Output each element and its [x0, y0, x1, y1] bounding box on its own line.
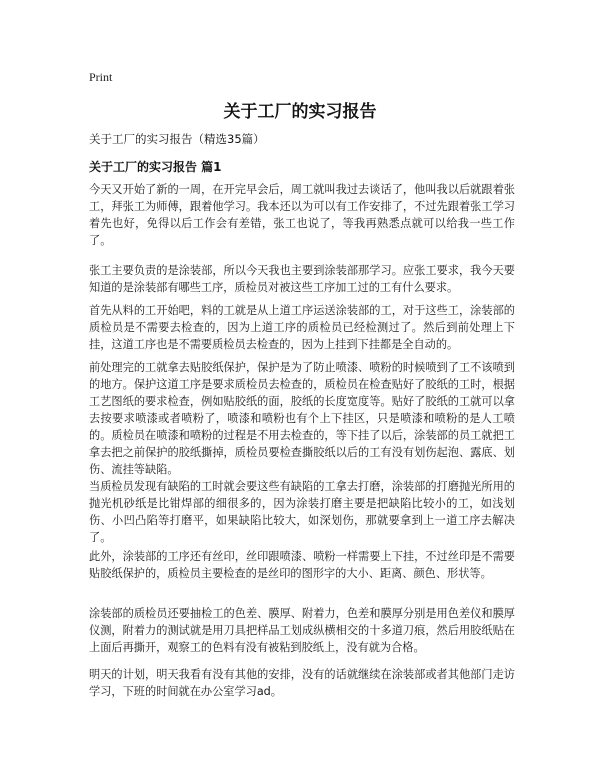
- print-link[interactable]: Print: [89, 70, 113, 84]
- paragraph-3: 首先从料的工开始吧，料的工就是从上道工序运送涂装部的工，对于这些工，涂装部的质检员是不需要去检查的，因为上道工序的质检员已经检测过了。然后到前处理上下挂，这道工序也是不需要质检员去检查的，因为上挂到下挂都是全自动的。: [89, 304, 515, 351]
- paragraph-5: 当质检员发现有缺陷的工时就会要这些有缺陷的工拿去打磨，涂装部的打磨抛光所用的抛光机砂纸是比钳焊部的细很多的，因为涂装打磨主要是把缺陷比较小的工，如浅划伤、小凹凸陷等打磨平，如果缺陷比较大，如深划伤，那就要拿到上一道工序去解决了。: [89, 480, 515, 544]
- paragraph-6: 此外，涂装部的工序还有丝印，丝印跟喷漆、喷粉一样需要上下挂，不过丝印是不需要贴胶纸保护的，质检员主要检查的是丝印的图形字的大小、距离、颜色、形状等。: [89, 550, 515, 580]
- paragraph-2: 张工主要负责的是涂装部，所以今天我也主要到涂装部那学习。应张工要求，我今天要知道的是涂装部有哪些工序，质检员对被这些工序加工过的工有什么要求。: [89, 264, 515, 294]
- paragraph-1: 今天又开始了新的一周，在开完早会后，周工就叫我过去谈话了，他叫我以后就跟着张工，拜张工为师傅，跟着他学习。我本还以为可以有工作安排了，不过先跟着张工学习着先也好，免得以后工作会有差错，张工也说了，等我再熟悉点就可以给我一些工作了。: [89, 183, 515, 247]
- paragraph-7: 涂装部的质检员还要抽检工的色差、膜厚、附着力，色差和膜厚分别是用色差仪和膜厚仪测，附着力的测试就是用刀具把样品工划成纵横相交的十多道刀痕，然后用胶纸贴在上面后再撕开，观察工的色料有没有被粘到胶纸上，没有就为合格。: [89, 607, 515, 654]
- section-heading: 关于工厂的实习报告 篇1: [89, 160, 222, 174]
- paragraph-4: 前处理完的工就拿去贴胶纸保护，保护是为了防止喷漆、喷粉的时候喷到了工不该喷到的地方。保护这道工序是要求质检员去检查的，质检员在检查贴好了胶纸的工时，根据工艺图纸的要求检查，例如贴胶纸的面，胶纸的长度宽度等。贴好了胶纸的工就可以拿去按要求喷漆或者喷粉了，喷漆和喷粉也有个上下挂区，只是喷漆和喷粉的是人工喷的。质检员在喷漆和喷粉的过程是不用去检查的，等下挂了以后，涂装部的员工就把工拿去把之前保护的胶纸撕掉，质检员要检查撕胶纸以后的工有没有划伤起泡、露底、划伤、流挂等缺陷。: [89, 361, 515, 476]
- paragraph-8: 明天的计划，明天我看有没有其他的安排，没有的话就继续在涂装部或者其他部门走访学习，下班的时间就在办公室学习ad。: [89, 668, 515, 698]
- page-title: 关于工厂的实习报告: [223, 102, 377, 122]
- document-subtitle: 关于工厂的实习报告（精选35篇）: [89, 132, 265, 146]
